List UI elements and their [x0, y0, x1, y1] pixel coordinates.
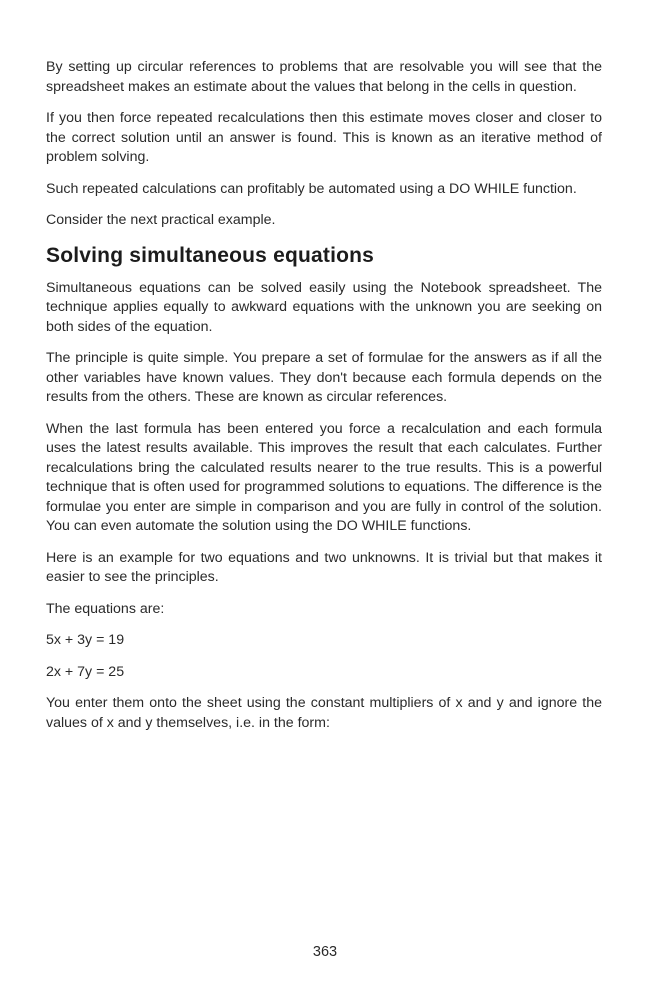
closing-paragraph: You enter them onto the sheet using the constant multipliers of x and y and ignore the values of x and y themselves, i.e. in the form:	[46, 695, 602, 731]
equation-2: 2x + 7y = 25	[46, 663, 125, 680]
section-paragraph-5: The equations are:	[46, 600, 165, 617]
page-body	[46, 58, 602, 745]
section-paragraph-4: Here is an example for two equations and two unknowns. It is trivial but that makes it easier to see the principles.	[46, 549, 602, 585]
intro-paragraph-2: If you then force repeated recalculations then this estimate moves closer and closer to the correct solution until an answer is found. This is known as an iterative method of problem solving.	[46, 110, 602, 165]
intro-paragraph-3: Such repeated calculations can profitably be automated using a DO WHILE function.	[46, 180, 577, 197]
section-paragraph-1: Simultaneous equations can be solved easily using the Notebook spreadsheet. The technique applies equally to awkward equations with the unknown you are seeking on both sides of the equation.	[46, 279, 602, 335]
section-paragraph-2: The principle is quite simple. You prepare a set of formulae for the answers as if all the other variables have known values. They don't because each formula depends on the results from the others. These are known as circular references.	[46, 350, 602, 405]
page-number: 363	[312, 944, 338, 960]
intro-paragraph-1: By setting up circular references to problems that are resolvable you will see that the spreadsheet makes an estimate about the values that belong in the cells in question.	[46, 59, 602, 95]
intro-paragraph-4: Consider the next practical example.	[46, 212, 276, 228]
equation-1: 5x + 3y = 19	[46, 632, 125, 648]
section-heading: Solving simultaneous equations	[46, 243, 375, 267]
section-paragraph-3: When the last formula has been entered you force a recalculation and each formula uses the latest results available. This improves the result that each calculates. Further recalculations bring the calculated results nearer to the true results. This is a powerful technique that is often used for programmed solutions to equations. The difference is the formulae you enter are simple in comparison and you are fully in control of the solution. You can even automate the solution using the DO WHILE functions.	[46, 420, 602, 534]
